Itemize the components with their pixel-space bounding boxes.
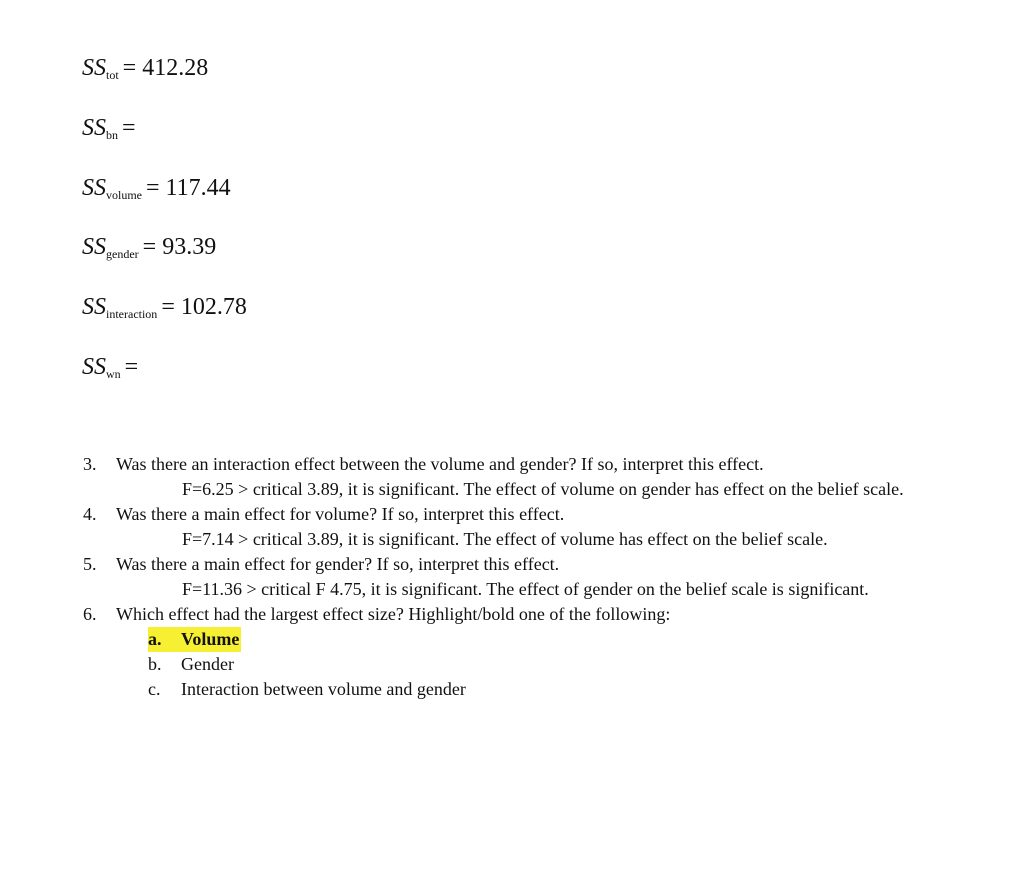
ss-symbol: SS	[82, 354, 106, 380]
question-number: 4.	[83, 504, 97, 524]
ss-symbol: SS	[82, 175, 106, 201]
option-gender[interactable]	[148, 652, 920, 677]
equals-sign: =	[124, 354, 139, 380]
ss-value: 93.39	[162, 234, 217, 260]
ss-subscript: tot	[106, 68, 119, 82]
answer-text: F=7.14 > critical 3.89, it is significant. The effect of volume has effect on the belief scale.	[182, 529, 828, 549]
ss-subscript: bn	[106, 128, 118, 142]
ss-symbol: SS	[82, 55, 106, 81]
equals-sign: =	[122, 55, 137, 81]
equals-sign: =	[142, 234, 157, 260]
answer-4	[80, 527, 920, 552]
ss-between-line	[82, 114, 142, 142]
equals-sign: =	[146, 175, 160, 201]
option-interaction[interactable]	[148, 677, 920, 702]
ss-symbol: SS	[82, 294, 106, 320]
ss-subscript: gender	[106, 247, 139, 261]
question-text: Was there an interaction effect between the volume and gender? If so, interpret this effect.	[116, 454, 764, 474]
ss-value: 412.28	[142, 55, 209, 81]
answer-options	[80, 627, 920, 702]
question-4	[80, 502, 920, 527]
question-number: 3.	[83, 454, 97, 474]
option-volume[interactable]	[148, 627, 241, 652]
question-5	[80, 552, 920, 577]
ss-total-line	[82, 54, 208, 82]
question-text: Was there a main effect for volume? If so, interpret this effect.	[116, 504, 565, 524]
ss-interaction-line	[82, 293, 247, 321]
answer-text: F=6.25 > critical 3.89, it is significant. The effect of volume on gender has effect on the belief scale.	[182, 479, 904, 499]
option-letter: b.	[148, 654, 162, 674]
option-letter: c.	[148, 679, 161, 699]
question-text: Which effect had the largest effect size? Highlight/bold one of the following:	[116, 604, 671, 624]
question-3	[80, 452, 920, 477]
ss-gender-line	[82, 233, 216, 261]
question-text: Was there a main effect for gender? If so, interpret this effect.	[116, 554, 560, 574]
ss-volume-line	[82, 174, 231, 202]
ss-value: 117.44	[165, 175, 231, 201]
option-letter: a.	[148, 629, 162, 649]
ss-subscript: interaction	[106, 307, 158, 321]
question-list	[80, 452, 920, 702]
ss-symbol: SS	[82, 115, 106, 141]
ss-value: 102.78	[180, 294, 247, 320]
option-label: Gender	[181, 654, 234, 674]
ss-within-line	[82, 353, 144, 381]
question-6	[80, 602, 920, 627]
question-number: 5.	[83, 554, 97, 574]
equals-sign: =	[122, 115, 136, 141]
answer-5	[80, 577, 920, 602]
ss-symbol: SS	[82, 234, 106, 260]
answer-text: F=11.36 > critical F 4.75, it is significant. The effect of gender on the belief scale is significant.	[182, 579, 869, 599]
ss-subscript: volume	[106, 188, 142, 202]
question-number: 6.	[83, 604, 97, 624]
answer-3	[80, 477, 920, 502]
option-label: Volume	[181, 629, 240, 649]
ss-subscript: wn	[106, 367, 121, 381]
option-label: Interaction between volume and gender	[181, 679, 466, 699]
equals-sign: =	[161, 294, 175, 320]
